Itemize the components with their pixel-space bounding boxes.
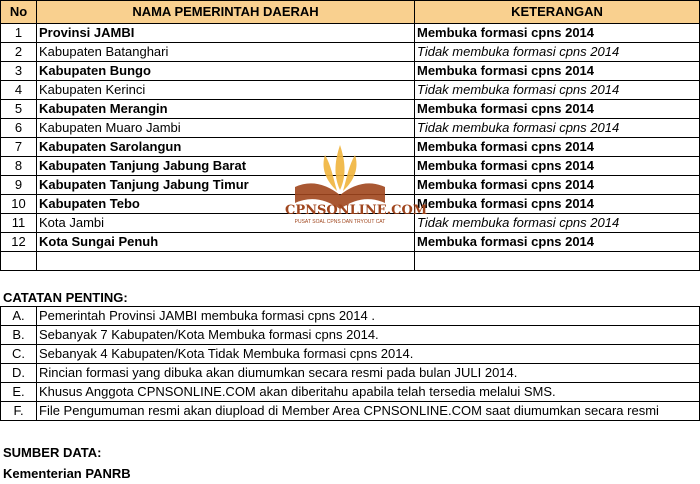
note-row — [1, 364, 700, 383]
row-name: Kabupaten Sarolangun — [37, 138, 415, 157]
table-row — [1, 100, 700, 119]
note-row — [1, 326, 700, 345]
header-no: No — [1, 1, 37, 24]
row-name: Kabupaten Tanjung Jabung Barat — [37, 157, 415, 176]
row-info: Tidak membuka formasi cpns 2014 — [415, 43, 700, 62]
row-name: Kabupaten Merangin — [37, 100, 415, 119]
table-row — [1, 43, 700, 62]
row-info: Membuka formasi cpns 2014 — [415, 24, 700, 43]
note-letter: B. — [1, 326, 37, 345]
note-letter: D. — [1, 364, 37, 383]
row-no: 9 — [1, 176, 37, 195]
row-no: 2 — [1, 43, 37, 62]
row-name: Kabupaten Batanghari — [37, 43, 415, 62]
table-row — [1, 24, 700, 43]
note-text: Rincian formasi yang dibuka akan diumumkan secara resmi pada bulan JULI 2014. — [37, 364, 700, 383]
row-no: 12 — [1, 233, 37, 252]
row-no: 1 — [1, 24, 37, 43]
table-header — [1, 1, 700, 24]
table-row — [1, 81, 700, 100]
row-no: 11 — [1, 214, 37, 233]
table-row — [1, 233, 700, 252]
empty-row — [1, 252, 700, 271]
row-name: Kabupaten Tanjung Jabung Timur — [37, 176, 415, 195]
row-info: Tidak membuka formasi cpns 2014 — [415, 81, 700, 100]
row-name: Provinsi JAMBI — [37, 24, 415, 43]
watermark-brand: CPNSONLINE.COM — [285, 203, 428, 218]
note-row — [1, 383, 700, 402]
notes-table — [0, 306, 700, 421]
note-text: File Pengumuman resmi akan diupload di Member Area CPNSONLINE.COM saat diumumkan secara resmi — [37, 402, 700, 421]
row-info: Tidak membuka formasi cpns 2014 — [415, 214, 700, 233]
row-info: Membuka formasi cpns 2014 — [415, 62, 700, 81]
row-info: Membuka formasi cpns 2014 — [415, 176, 700, 195]
note-text: Sebanyak 4 Kabupaten/Kota Tidak Membuka formasi cpns 2014. — [37, 345, 700, 364]
row-no: 4 — [1, 81, 37, 100]
row-no: 8 — [1, 157, 37, 176]
note-row — [1, 402, 700, 421]
source-title: SUMBER DATA: — [3, 445, 102, 460]
row-info: Tidak membuka formasi cpns 2014 — [415, 119, 700, 138]
source-value: Kementerian PANRB — [3, 466, 131, 481]
note-letter: E. — [1, 383, 37, 402]
row-info: Membuka formasi cpns 2014 — [415, 157, 700, 176]
row-info: Membuka formasi cpns 2014 — [415, 195, 700, 214]
notes-title: CATATAN PENTING: — [3, 290, 128, 305]
row-name: Kabupaten Tebo — [37, 195, 415, 214]
row-name: Kota Jambi — [37, 214, 415, 233]
header-info: KETERANGAN — [415, 1, 700, 24]
watermark-tagline: PUSAT SOAL CPNS DAN TRYOUT CAT — [294, 219, 386, 225]
note-letter: C. — [1, 345, 37, 364]
row-name: Kabupaten Bungo — [37, 62, 415, 81]
note-text: Sebanyak 7 Kabupaten/Kota Membuka formasi cpns 2014. — [37, 326, 700, 345]
row-info: Membuka formasi cpns 2014 — [415, 233, 700, 252]
row-no: 7 — [1, 138, 37, 157]
table-row — [1, 62, 700, 81]
note-letter: F. — [1, 402, 37, 421]
row-no: 5 — [1, 100, 37, 119]
row-info: Membuka formasi cpns 2014 — [415, 100, 700, 119]
row-no: 10 — [1, 195, 37, 214]
note-text: Khusus Anggota CPNSONLINE.COM akan diberitahu apabila telah tersedia melalui SMS. — [37, 383, 700, 402]
row-no: 6 — [1, 119, 37, 138]
row-name: Kabupaten Kerinci — [37, 81, 415, 100]
note-row — [1, 307, 700, 326]
row-info: Membuka formasi cpns 2014 — [415, 138, 700, 157]
row-name: Kota Sungai Penuh — [37, 233, 415, 252]
note-text: Pemerintah Provinsi JAMBI membuka formasi cpns 2014 . — [37, 307, 700, 326]
header-name: NAMA PEMERINTAH DAERAH — [37, 1, 415, 24]
row-name: Kabupaten Muaro Jambi — [37, 119, 415, 138]
note-row — [1, 345, 700, 364]
note-letter: A. — [1, 307, 37, 326]
row-no: 3 — [1, 62, 37, 81]
